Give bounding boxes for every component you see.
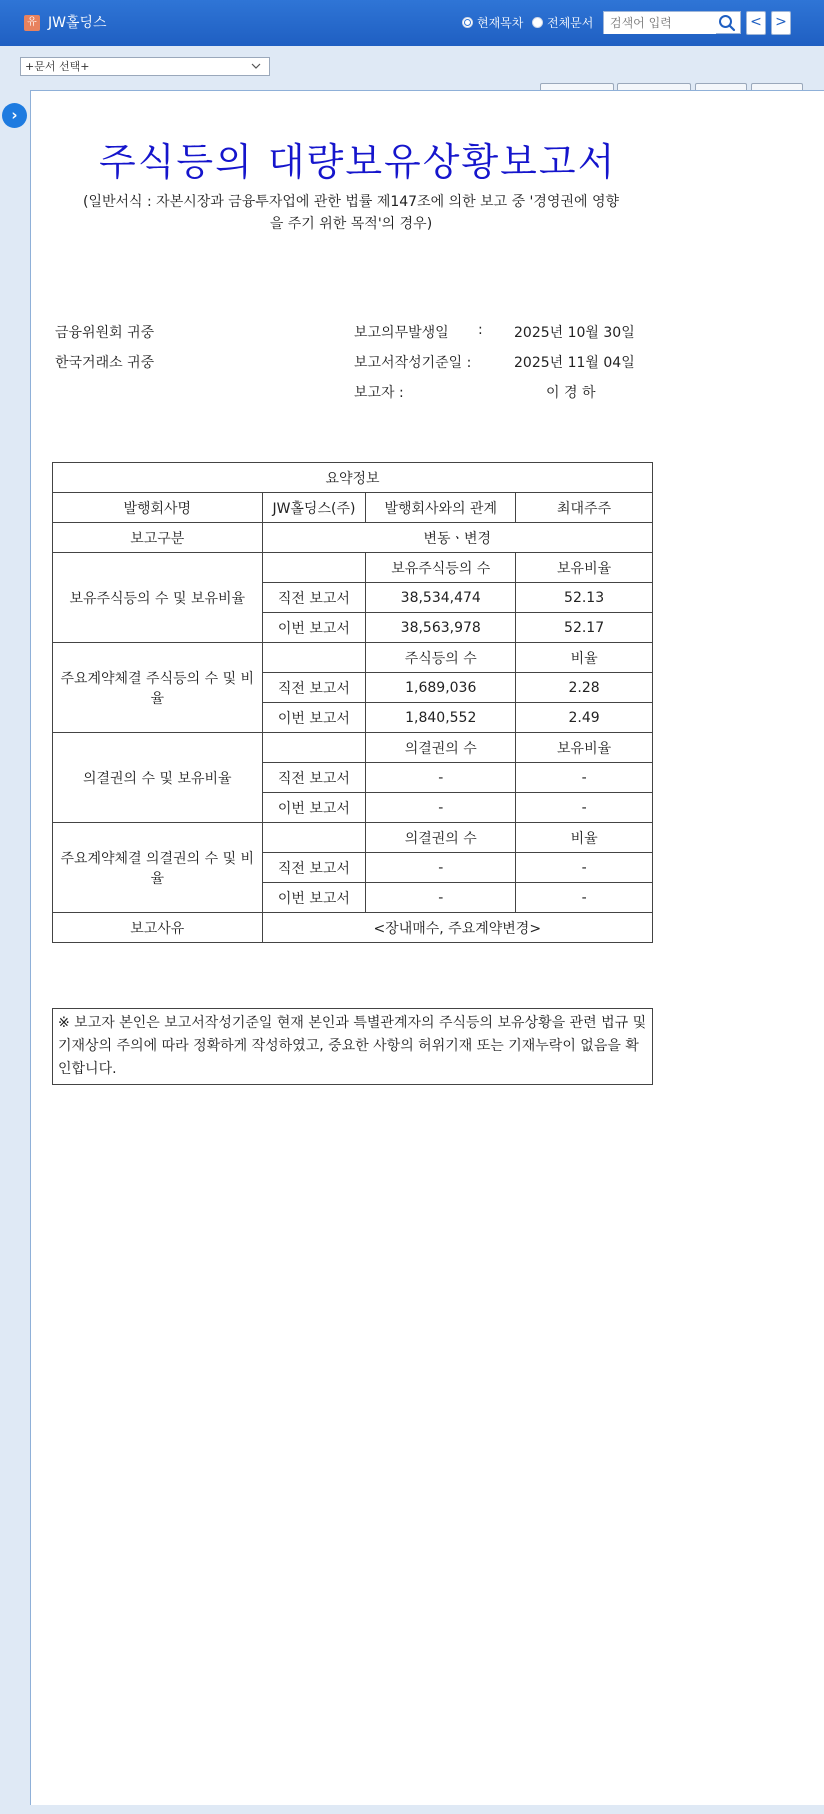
report-type-label: 보고구분 [53, 523, 263, 553]
relation-label: 발행회사와의 관계 [366, 493, 516, 523]
reporter-label: 보고자 : [354, 385, 404, 401]
sidebar-toggle-button[interactable] [2, 103, 27, 128]
next-result-button[interactable] [771, 11, 791, 35]
radio-all-label: 전체문서 [547, 16, 594, 30]
report-reason-value: <장내매수, 주요계약변경> [262, 913, 652, 943]
base-date-label: 보고서작성기준일 : [354, 355, 472, 371]
radio-current-toc[interactable] [462, 14, 523, 31]
value-cell: 2.28 [516, 673, 653, 703]
document-select-value: +문서 선택+ [25, 60, 90, 73]
value-cell: 2.49 [516, 703, 653, 733]
subtitle-line-2: 을 주기 위한 목적'의 경우) [269, 216, 433, 232]
chevron-down-icon[interactable] [251, 61, 261, 71]
value-cell: - [366, 853, 516, 883]
base-date-value: 2025년 11월 04일 [514, 355, 635, 371]
column-header: 보유비율 [516, 553, 653, 583]
issuer-value: JW홀딩스(주) [262, 493, 366, 523]
top-header [0, 0, 824, 46]
due-date-label: 보고의무발생일 [354, 325, 449, 341]
table-row [53, 823, 653, 853]
report-reason-label: 보고사유 [53, 913, 263, 943]
value-cell: - [366, 883, 516, 913]
value-cell: - [366, 793, 516, 823]
value-cell: 52.17 [516, 613, 653, 643]
row-label: 직전 보고서 [262, 853, 366, 883]
row-label: 이번 보고서 [262, 703, 366, 733]
column-header: 보유주식등의 수 [366, 553, 516, 583]
column-header: 비율 [516, 823, 653, 853]
value-cell: - [516, 763, 653, 793]
blank-cell [262, 733, 366, 763]
blank-cell [262, 553, 366, 583]
blank-cell [262, 823, 366, 853]
table-row [53, 553, 653, 583]
blank-cell [262, 643, 366, 673]
search-icon[interactable] [718, 14, 736, 32]
value-cell: 38,563,978 [366, 613, 516, 643]
column-header: 주식등의 수 [366, 643, 516, 673]
column-header: 보유비율 [516, 733, 653, 763]
radio-dot-icon[interactable] [462, 17, 473, 28]
value-cell: 1,689,036 [366, 673, 516, 703]
radio-all-docs[interactable] [532, 14, 593, 31]
confirmation-notice: ※ 보고자 본인은 보고서작성기준일 현재 본인과 특별관계자의 주식등의 보유상황을 관련 법규 및 기재상의 주의에 따라 정확하게 작성하였고, 중요한 사항의 허위기재 또는 기재누락이 없음을 확인합니다. [52, 1008, 653, 1085]
row-label: 이번 보고서 [262, 793, 366, 823]
document-viewer [30, 90, 824, 1805]
value-cell: - [516, 793, 653, 823]
row-label: 직전 보고서 [262, 763, 366, 793]
value-cell: - [366, 763, 516, 793]
column-header: 의결권의 수 [366, 823, 516, 853]
relation-value: 최대주주 [516, 493, 653, 523]
table-row [53, 643, 653, 673]
section-label: 주요계약체결 주식등의 수 및 비율 [53, 643, 263, 733]
section-label: 주요계약체결 의결권의 수 및 비율 [53, 823, 263, 913]
radio-current-label: 현재목차 [477, 16, 524, 30]
table-row [53, 493, 653, 523]
document-title: 주식등의 대량보유상황보고서 [99, 140, 617, 184]
row-label: 이번 보고서 [262, 883, 366, 913]
summary-header: 요약정보 [53, 463, 653, 493]
value-cell: - [516, 883, 653, 913]
recipient-krx: 한국거래소 귀중 [55, 355, 155, 371]
recipient-fsc: 금융위원회 귀중 [55, 325, 155, 341]
app-title: JW홀딩스 [48, 15, 107, 31]
search-input[interactable] [604, 13, 716, 34]
reporter-value: 이 경 하 [546, 385, 596, 401]
due-date-separator: : [478, 322, 483, 338]
section-label: 보유주식등의 수 및 보유비율 [53, 553, 263, 643]
table-row [53, 733, 653, 763]
issuer-label: 발행회사명 [53, 493, 263, 523]
prev-result-button[interactable] [746, 11, 766, 35]
section-label: 의결권의 수 및 보유비율 [53, 733, 263, 823]
chevron-left-icon[interactable]: < [750, 14, 762, 30]
due-date-value: 2025년 10월 30일 [514, 325, 635, 341]
sidebar-toggle-icon[interactable]: › [11, 106, 18, 124]
value-cell: 52.13 [516, 583, 653, 613]
chevron-right-icon[interactable]: > [775, 14, 787, 30]
table-row [53, 913, 653, 943]
document-subtitle [51, 191, 651, 235]
column-header: 의결권의 수 [366, 733, 516, 763]
row-label: 직전 보고서 [262, 583, 366, 613]
table-row [53, 463, 653, 493]
value-cell: 38,534,474 [366, 583, 516, 613]
radio-dot-icon[interactable] [532, 17, 543, 28]
value-cell: 1,840,552 [366, 703, 516, 733]
subtitle-line-1: (일반서식 : 자본시장과 금융투자업에 관한 법률 제147조에 의한 보고 중 '경영권에 영향 [83, 194, 619, 210]
row-label: 이번 보고서 [262, 613, 366, 643]
value-cell: - [516, 853, 653, 883]
report-type-value: 변동ㆍ변경 [262, 523, 652, 553]
table-row [53, 523, 653, 553]
app-logo-icon: 유 [24, 15, 40, 31]
search-box[interactable] [603, 11, 741, 34]
row-label: 직전 보고서 [262, 673, 366, 703]
column-header: 비율 [516, 643, 653, 673]
summary-table [52, 462, 653, 943]
document-select[interactable] [20, 57, 270, 76]
